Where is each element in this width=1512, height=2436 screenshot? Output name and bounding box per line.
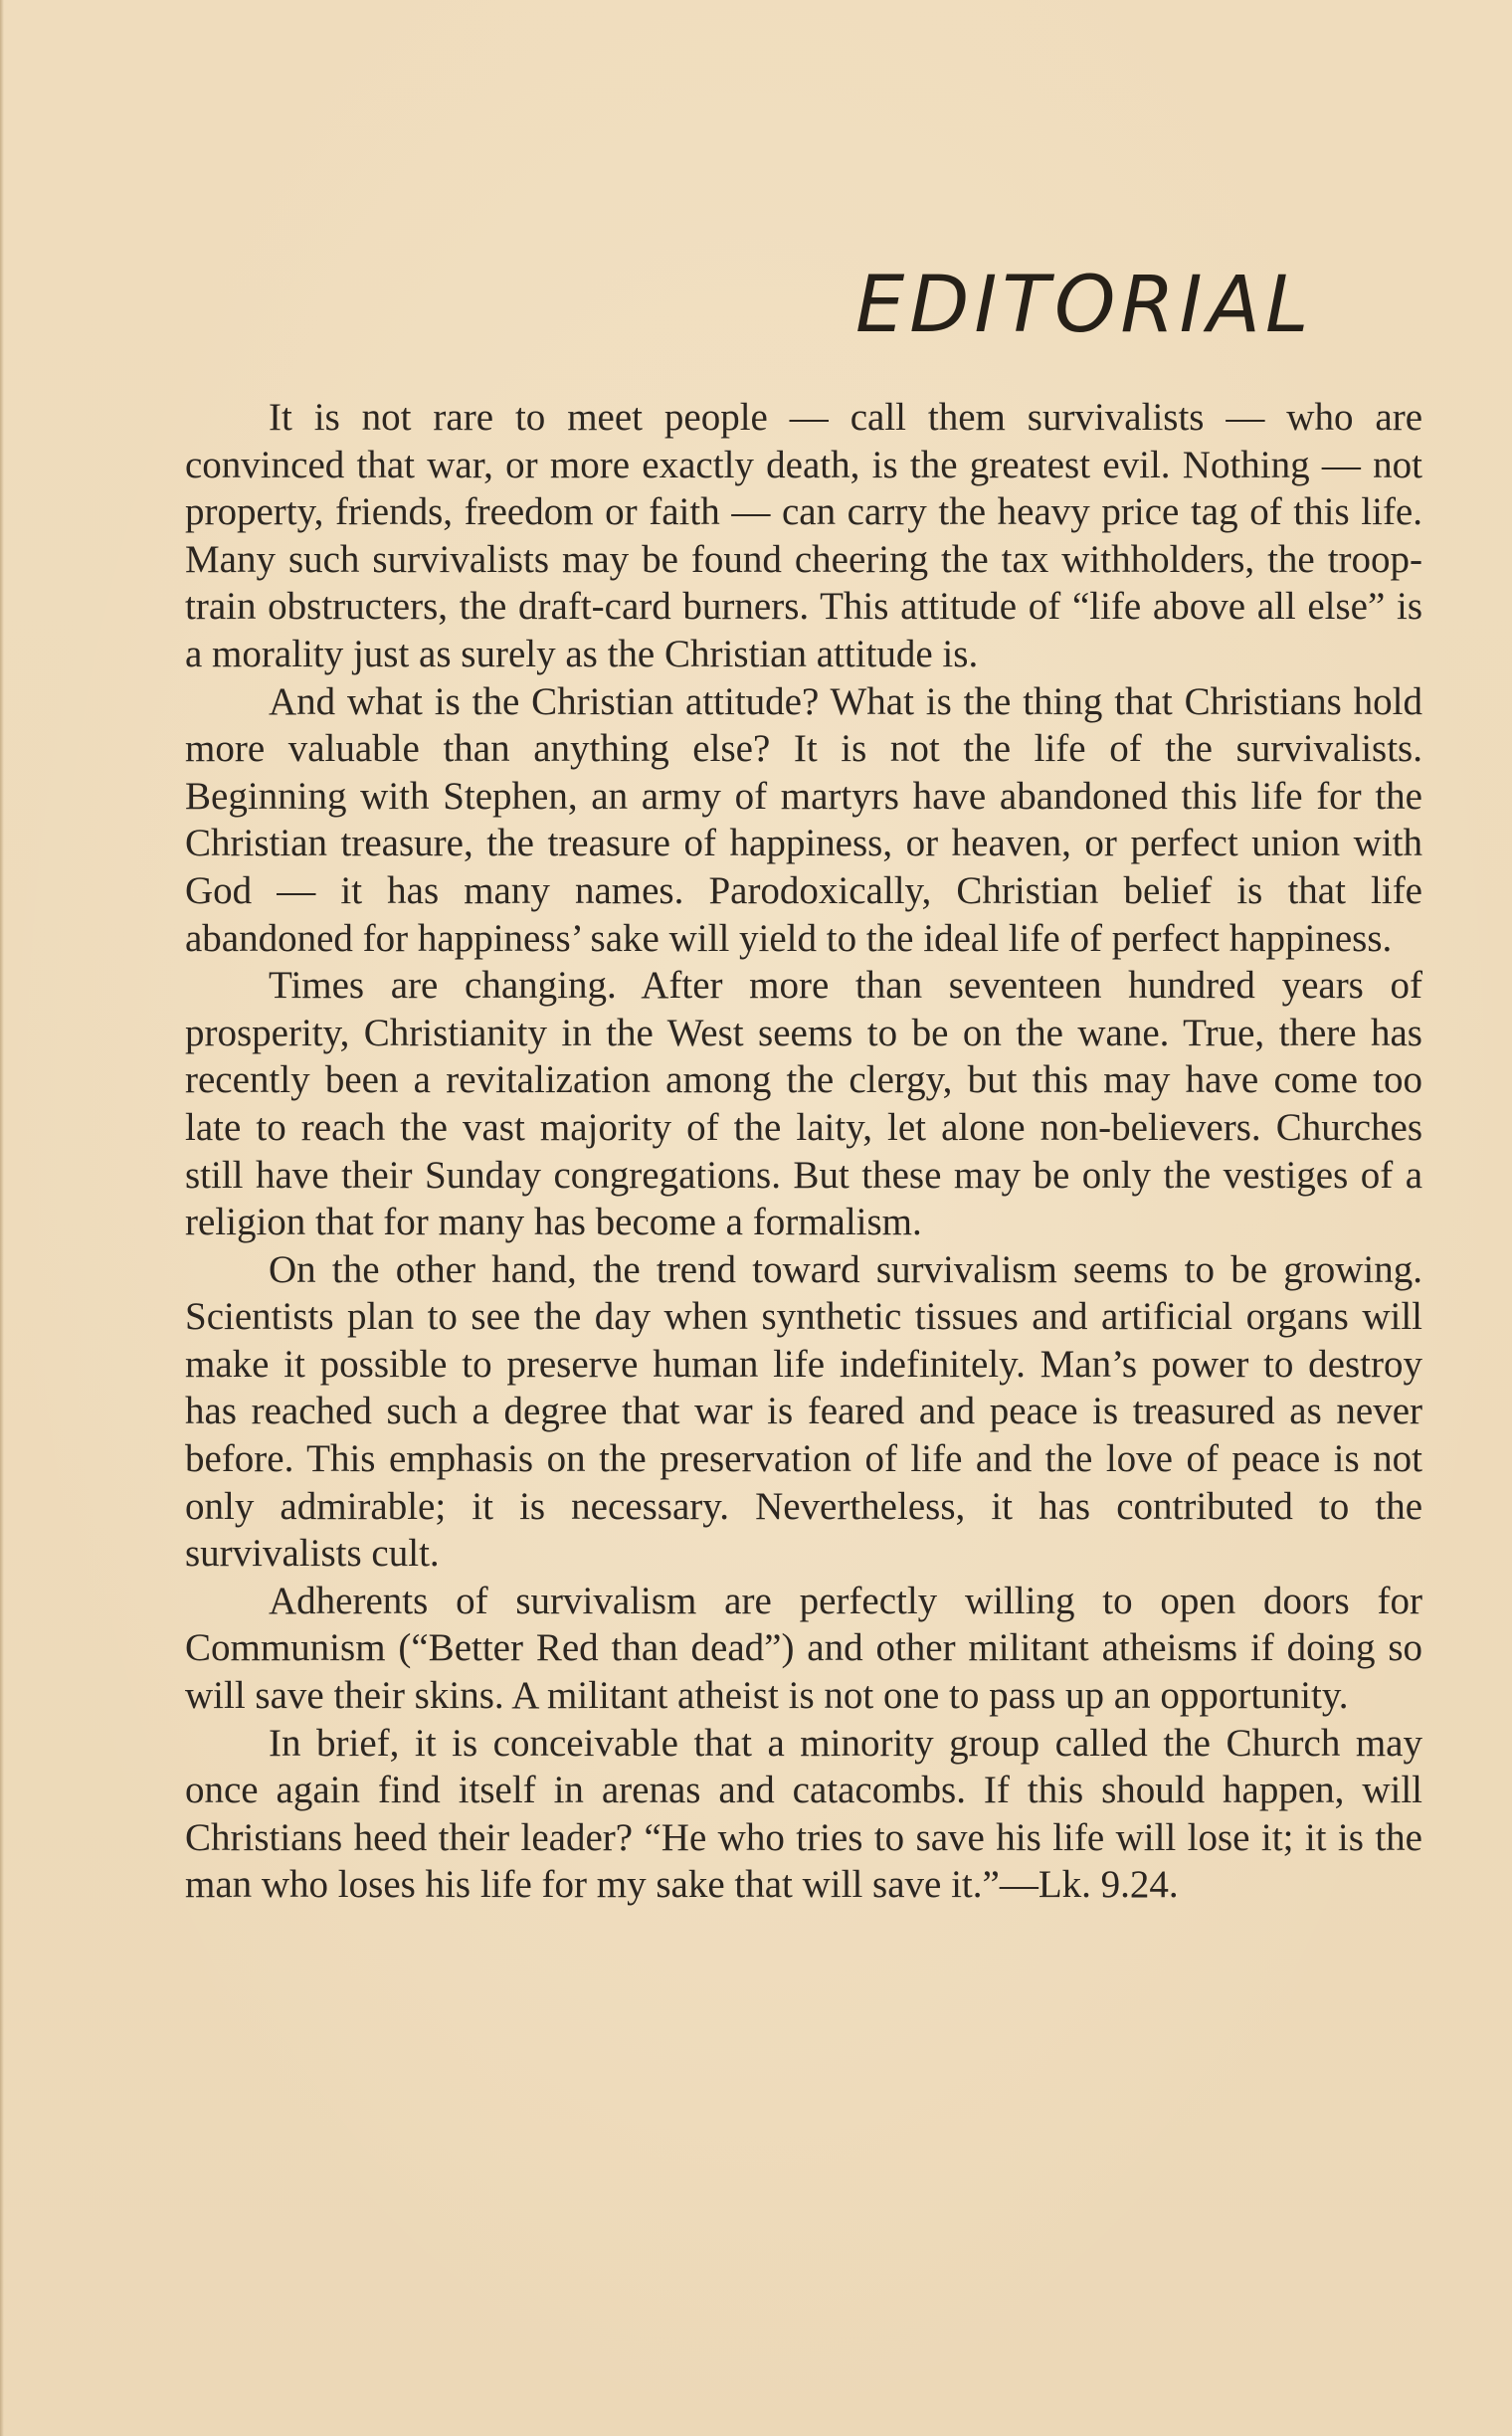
paragraph: Adherents of survivalism are perfectly willing to open doors for Communism (“Better Red than dead”) and other militant atheisms if doing so will save their skins. A militant atheist is not one to pass up an opportunity. (185, 1579, 1422, 1718)
editorial-body (185, 394, 1422, 1909)
page-title: EDITORIAL (855, 261, 1314, 350)
paragraph: In brief, it is conceivable that a minority group called the Church may once again find itself in arenas and catacombs. If this should happen, will Christians heed their leader? “He who tries to save his life will lose it; it is the man who loses his life for my sake that will save it.”—Lk. 9.24. (185, 1721, 1422, 1907)
paragraph: And what is the Christian attitude? What is the thing that Christians hold more valuable than anything else? It is not the life of the survivalists. Beginning with Stephen, an army of martyrs have abandoned this life for the Christian treasure, the treasure of happiness, or heaven, or perfect union with God — it has many names. Parodoxically, Christian belief is that life abandoned for happiness’ sake will yield to the ideal life of perfect happiness. (185, 679, 1422, 960)
page-edge (0, 0, 4, 2436)
paragraph: On the other hand, the trend toward survivalism seems to be growing. Scientists plan to see the day when synthetic tissues and artificial organs will make it possible to preserve human life indefinitely. Man’s power to destroy has reached such a degree that war is feared and peace is treasured as never before. This emphasis on the preservation of life and the love of peace is not only admirable; it is necessary. Nevertheless, it has contributed to the survivalists cult. (185, 1247, 1422, 1576)
paragraph: It is not rare to meet people — call them survivalists — who are convinced that war, or more exactly death, is the greatest evil. Nothing — not property, friends, freedom or faith — can carry the heavy price tag of this life. Many such survivalists may be found cheering the tax withholders, the troop-train obstructers, the draft-card burners. This attitude of “life above all else” is a morality just as surely as the Christian attitude is. (185, 396, 1422, 675)
paragraph: Times are changing. After more than seventeen hundred years of prosperity, Christianity in the West seems to be on the wane. True, there has recently been a revitalization among the clergy, but this may have come too late to reach the vast majority of the laity, let alone non-believers. Churches still have their Sunday congregations. But these may be only the vestiges of a religion that for many has become a formalism. (185, 964, 1422, 1244)
